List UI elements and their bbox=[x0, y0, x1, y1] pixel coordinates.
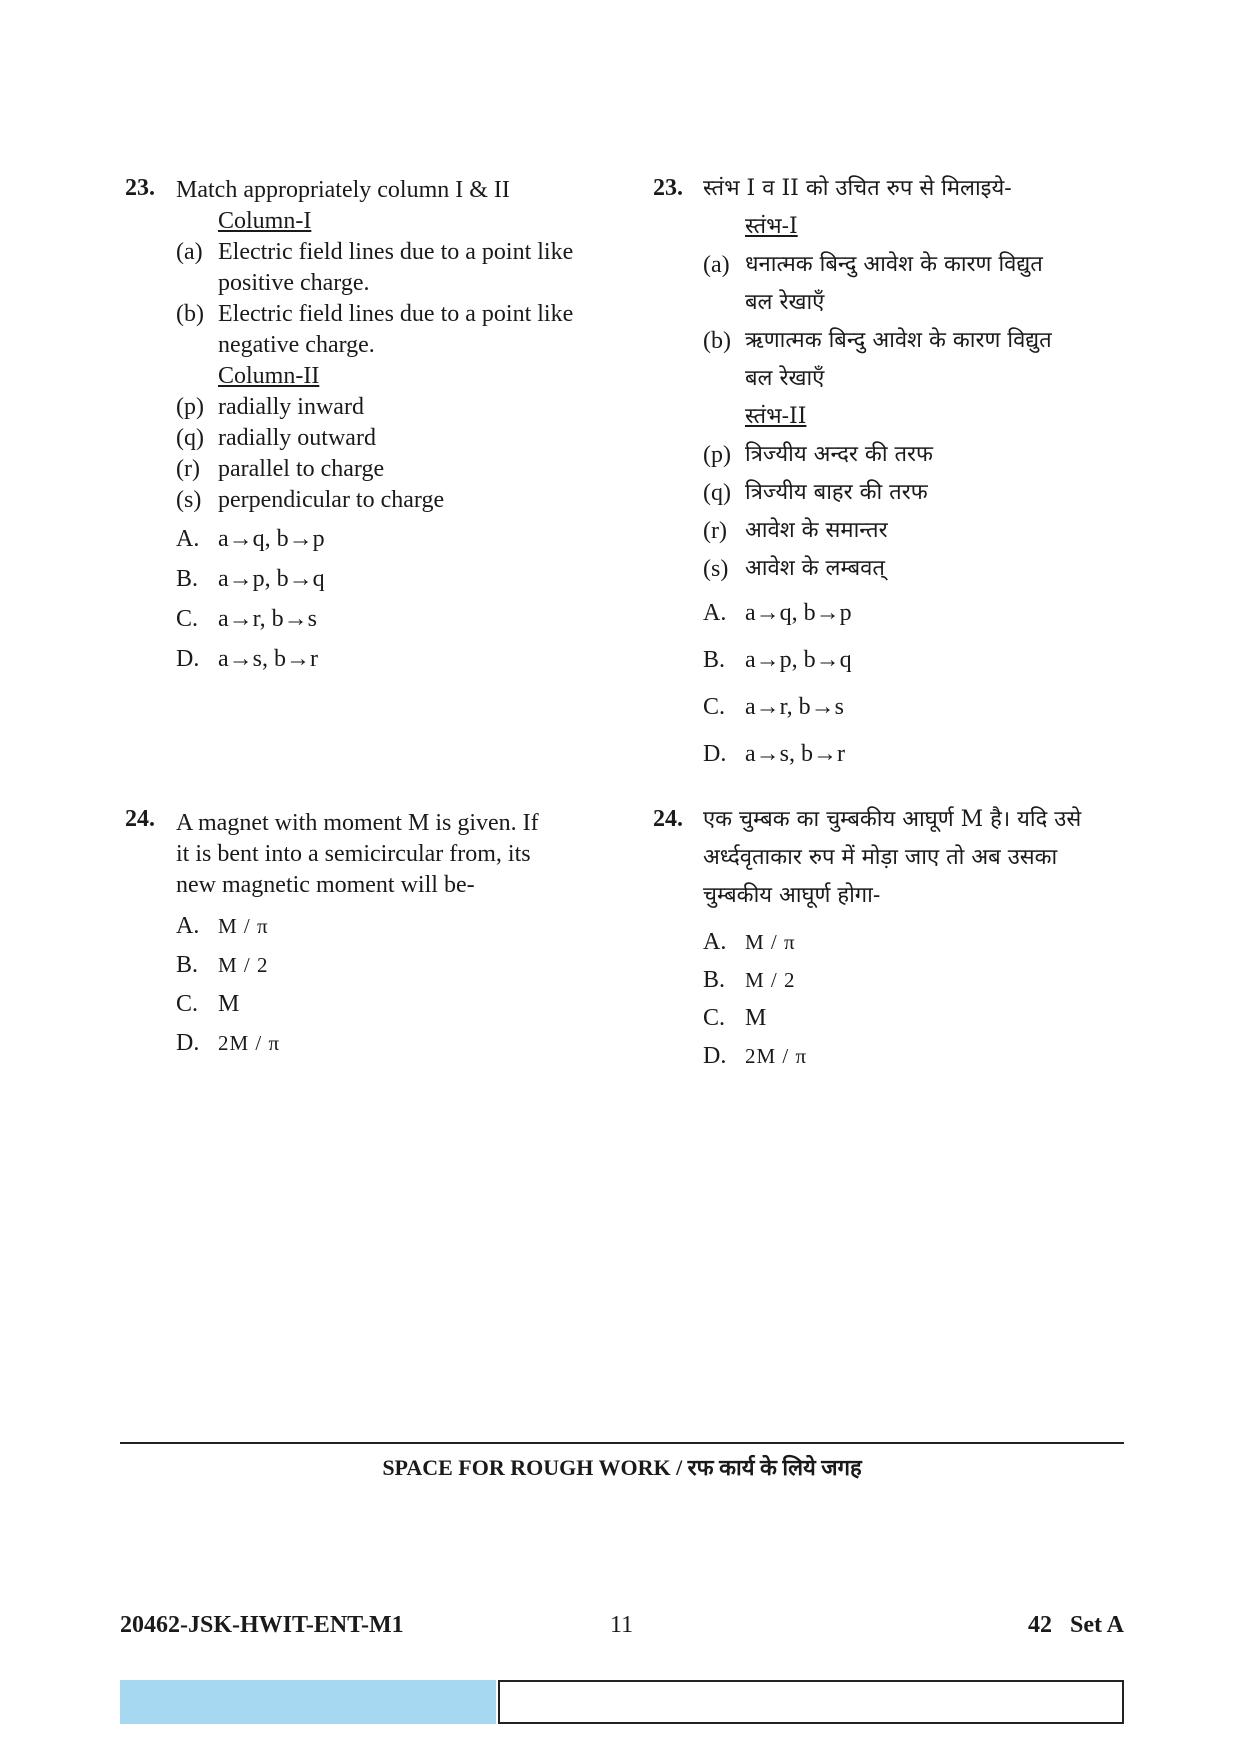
q23-hi-col1-item-a: (a) धनात्मक बिन्दु आवेश के कारण विद्युत bbox=[703, 252, 1043, 278]
q23-en-stem: Match appropriately column I & II bbox=[176, 177, 510, 203]
q23-hi-stem: स्तंभ I व II को उचित रुप से मिलाइये- bbox=[703, 176, 1012, 201]
q24-hi-block bbox=[703, 801, 1133, 1075]
q23-hi-option-a[interactable]: A. a→q, b→p bbox=[703, 600, 852, 626]
q24-en-stem-line-1: A magnet with moment M is given. If bbox=[176, 810, 539, 836]
q23-hi-col2-item-s: (s) आवेश के लम्बवत् bbox=[703, 556, 885, 582]
q23-hi-number: 23. bbox=[653, 175, 683, 201]
rough-work-divider bbox=[120, 1442, 1124, 1444]
q23-hi-col2-item-r: (r) आवेश के समान्तर bbox=[703, 518, 888, 544]
q23-en-col1-item-b: (b) Electric field lines due to a point like negative charge. bbox=[176, 301, 574, 358]
set-label: 42 Set A bbox=[1028, 1612, 1124, 1638]
q23-hi-col1-item-b: (b) ऋणात्मक बिन्दु आवेश के कारण विद्युत bbox=[703, 328, 1052, 354]
q23-en-col2-item-r: (r) parallel to charge bbox=[176, 456, 385, 482]
q23-en-option-b[interactable]: B. a→p, b→q bbox=[176, 566, 325, 592]
q24-hi-option-c[interactable]: C. M bbox=[703, 1005, 767, 1031]
q23-hi-col2-title: स्तंभ-II bbox=[745, 404, 807, 429]
q23-en-option-c[interactable]: C. a→r, b→s bbox=[176, 606, 318, 632]
q24-en-option-c[interactable]: C. M bbox=[176, 991, 240, 1017]
q24-hi-option-b[interactable]: B. M / 2 bbox=[703, 967, 796, 993]
q24-en-option-b[interactable]: B. M / 2 bbox=[176, 952, 269, 978]
q23-hi-col2-item-p: (p) त्रिज्यीय अन्दर की तरफ bbox=[703, 442, 934, 468]
paper-code: 20462-JSK-HWIT-ENT-M1 bbox=[120, 1612, 404, 1638]
q23-en-col2-item-q: (q) radially outward bbox=[176, 425, 376, 451]
q23-hi-col1-item-a-cont: बल रेखाएँ bbox=[745, 290, 825, 315]
q23-hi-option-b[interactable]: B. a→p, b→q bbox=[703, 647, 852, 673]
q23-hi-option-d[interactable]: D. a→s, b→r bbox=[703, 741, 845, 767]
q24-en-block bbox=[176, 808, 616, 1067]
q23-en-col1-item-a: (a) Electric field lines due to a point like positive charge. bbox=[176, 239, 574, 296]
q24-en-stem-line-2: it is bent into a semicircular from, its bbox=[176, 841, 531, 867]
q24-hi-number: 24. bbox=[653, 806, 683, 832]
q23-en-option-a[interactable]: A. a→q, b→p bbox=[176, 526, 325, 552]
q23-en-col2-item-p: (p) radially inward bbox=[176, 394, 364, 420]
q23-en-option-d[interactable]: D. a→s, b→r bbox=[176, 646, 318, 672]
page-number: 11 bbox=[610, 1612, 634, 1638]
q23-hi-col1-title: स्तंभ-I bbox=[745, 214, 798, 239]
q24-hi-stem-line-3: चुम्बकीय आघूर्ण होगा- bbox=[703, 883, 881, 908]
q23-hi-block bbox=[703, 170, 1123, 782]
q24-hi-option-a[interactable]: A. M / π bbox=[703, 929, 796, 955]
q23-en-col1-title: Column-I bbox=[218, 208, 312, 234]
q24-en-option-d[interactable]: D. 2M / π bbox=[176, 1030, 281, 1056]
q24-en-stem-line-3: new magnetic moment will be- bbox=[176, 872, 475, 898]
q24-hi-stem-line-1: एक चुम्बक का चुम्बकीय आघूर्ण M है। यदि उसे bbox=[703, 807, 1082, 832]
q23-hi-col1-item-b-cont: बल रेखाएँ bbox=[745, 366, 825, 391]
q23-hi-col2-item-q: (q) त्रिज्यीय बाहर की तरफ bbox=[703, 480, 928, 506]
footer-empty-box bbox=[498, 1680, 1124, 1724]
q23-en-col2-item-s: (s) perpendicular to charge bbox=[176, 487, 445, 513]
q23-en-block bbox=[176, 175, 616, 684]
q24-en-option-a[interactable]: A. M / π bbox=[176, 913, 269, 939]
q23-en-col2-title: Column-II bbox=[218, 363, 320, 389]
rough-work-label: SPACE FOR ROUGH WORK / रफ कार्य के लिये जगह bbox=[382, 1455, 862, 1480]
q24-hi-option-d[interactable]: D. 2M / π bbox=[703, 1043, 808, 1069]
q23-hi-option-c[interactable]: C. a→r, b→s bbox=[703, 694, 845, 720]
footer-blue-bar bbox=[120, 1680, 496, 1724]
q23-en-number: 23. bbox=[125, 175, 155, 201]
q24-en-number: 24. bbox=[125, 806, 155, 832]
q24-hi-stem-line-2: अर्ध्दवृताकार रुप में मोड़ा जाए तो अब उसका bbox=[703, 845, 1058, 870]
